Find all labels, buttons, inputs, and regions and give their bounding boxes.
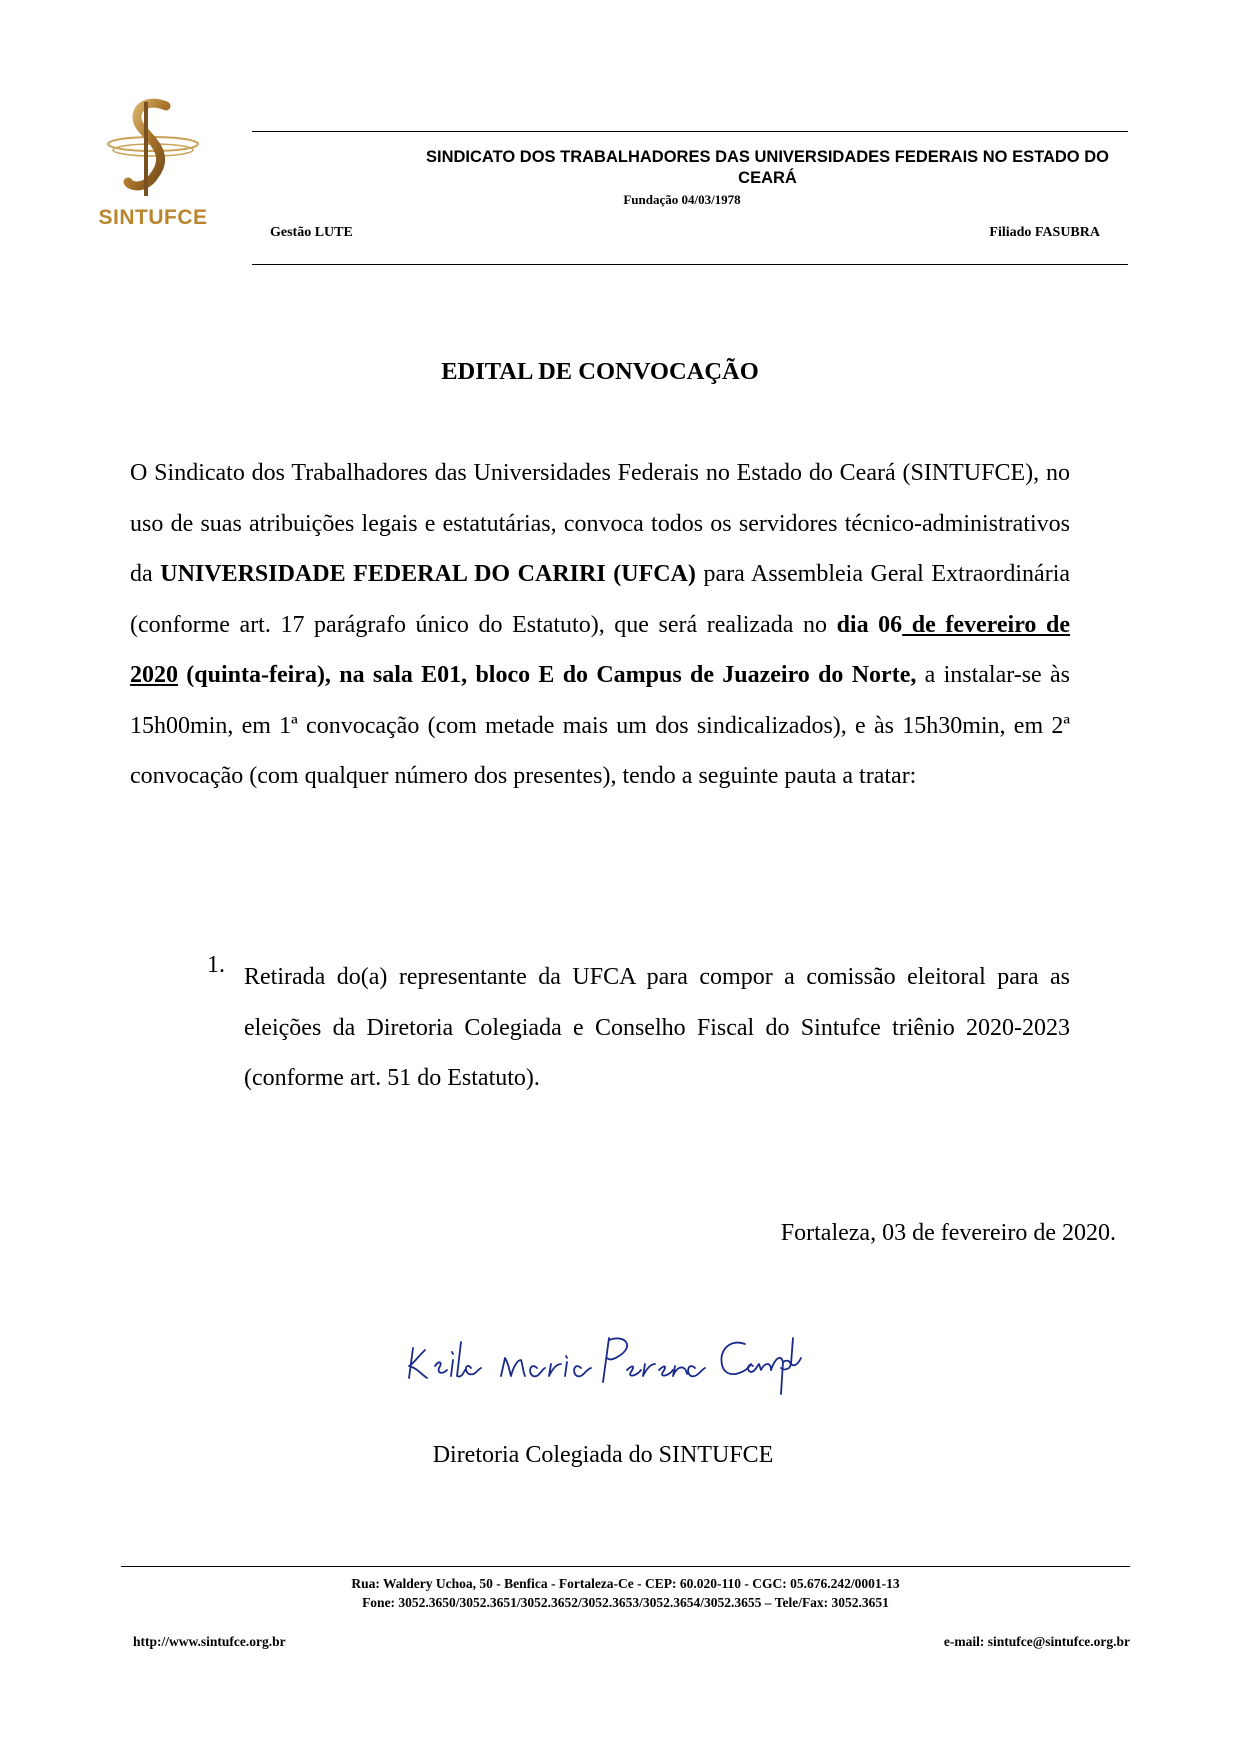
header-bottom-rule	[252, 264, 1128, 265]
email-link[interactable]: e-mail: sintufce@sintufce.org.br	[943, 1634, 1130, 1649]
footer-contact	[121, 1574, 1130, 1612]
organization-name: SINDICATO DOS TRABALHADORES DAS UNIVERSIDADES FEDERAIS NO ESTADO DO CEARÁ	[426, 148, 1109, 187]
website-link[interactable]: http://www.sintufce.org.br	[133, 1634, 286, 1649]
body-schedule: a instalar-se às 15h00min, em 1ª convocação (com metade mais um dos sindicalizados), e às 15h30min, em 2ª convocação (com qualquer número dos presentes), tendo a seguinte pauta a tratar:	[130, 662, 1070, 789]
meeting-date: de fevereiro de 2020	[130, 611, 1071, 688]
signatory: Diretoria Colegiada do SINTUFCE	[432, 1442, 774, 1468]
place-date: Fortaleza, 03 de fevereiro de 2020.	[780, 1220, 1116, 1246]
footer-address-line: Rua: Waldery Uchoa, 50 - Benfica - Fortaleza-Ce - CEP: 60.020-110 - CGC: 05.676.242/0001-13	[351, 1576, 900, 1591]
body-intro: O Sindicato dos Trabalhadores das Universidades Federais no Estado do Ceará (SINTUFCE), no uso de suas atribuições legais e estatutárias, convoca todos os servidores técnico-administrativos da	[130, 460, 1070, 587]
meeting-location: (quinta-feira), na sala E01, bloco E do Campus de Juazeiro do Norte,	[178, 662, 917, 688]
convocation-paragraph	[130, 448, 1070, 802]
filiado-label: Filiado FASUBRA	[989, 225, 1100, 240]
meeting-day: dia 06	[836, 611, 903, 638]
university-name: UNIVERSIDADE FEDERAL DO CARIRI (UFCA)	[160, 561, 696, 587]
footer-rule	[121, 1566, 1130, 1567]
agenda-item-number: 1.	[207, 952, 225, 978]
body-assembly: para Assembleia Geral Extraordinária (conforme art. 17 parágrafo único do Estatuto), que será realizada no	[130, 561, 1071, 638]
foundation-date: Fundação 04/03/1978	[623, 192, 741, 207]
gestao-label: Gestão LUTE	[270, 225, 353, 240]
agenda-item-text: Retirada do(a) representante da UFCA para compor a comissão eleitoral para as eleições da Diretoria Colegiada e Conselho Fiscal do Sintufce triênio 2020-2023 (conforme art. 51 do Estatuto).	[244, 964, 1070, 1091]
header-top-rule	[252, 131, 1128, 132]
document-title: EDITAL DE CONVOCAÇÃO	[441, 358, 759, 385]
handwritten-signature	[405, 1318, 805, 1398]
logo-text: SINTUFCE	[98, 206, 208, 229]
footer-phone-line: Fone: 3052.3650/3052.3651/3052.3652/3052.3653/3052.3654/3052.3655 – Tele/Fax: 3052.3651	[362, 1595, 889, 1610]
